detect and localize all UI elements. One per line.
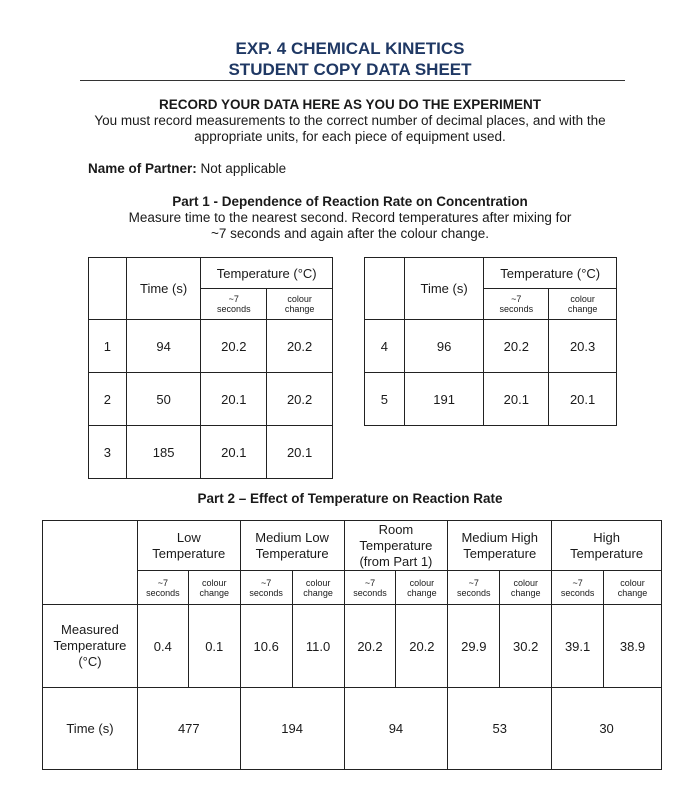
trial-header-blank [365, 258, 405, 320]
medium-high-temp-colour-value: 30.2 [500, 605, 552, 688]
part2-heading: Part 2 – Effect of Temperature on Reaction Rate [197, 491, 503, 506]
group-header-medium-high: Medium High Temperature [448, 521, 552, 571]
group-header-room: Room Temperature (from Part 1) [344, 521, 448, 571]
sub-header-colour-change: colour change [604, 571, 662, 605]
high-temp-7s-value: 39.1 [552, 605, 604, 688]
sub-header-colour-change: colour change [188, 571, 240, 605]
temp-colour-value: 20.1 [267, 426, 333, 479]
high-temp-colour-value: 38.9 [604, 605, 662, 688]
part1-table-right [364, 257, 617, 426]
title-line-2: STUDENT COPY DATA SHEET [228, 60, 472, 79]
sub-header-colour-change: colour change [549, 289, 617, 320]
trial-number: 2 [89, 373, 127, 426]
time-row-label: Time (s) [43, 688, 138, 770]
table-row [89, 426, 333, 479]
table-row [365, 320, 617, 373]
part1-note-line-2: ~7 seconds and again after the colour change. [210, 226, 490, 241]
sub-header-7-seconds: ~7 seconds [552, 571, 604, 605]
part1-heading: Part 1 - Dependence of Reaction Rate on Concentration [172, 194, 528, 209]
measured-temperature-row [43, 605, 662, 688]
part1-note-line-1: Measure time to the nearest second. Record temperatures after mixing for [128, 210, 572, 225]
medium-high-time-value: 53 [448, 688, 552, 770]
high-time-value: 30 [552, 688, 662, 770]
time-row [43, 688, 662, 770]
time-header: Time (s) [126, 258, 201, 320]
temp-colour-value: 20.1 [549, 373, 617, 426]
time-value: 96 [404, 320, 484, 373]
trial-header-blank [89, 258, 127, 320]
title-rule [80, 80, 625, 81]
room-temp-7s-value: 20.2 [344, 605, 396, 688]
room-temp-colour-value: 20.2 [396, 605, 448, 688]
partner-line [88, 161, 286, 176]
trial-number: 5 [365, 373, 405, 426]
temperature-header: Temperature (°C) [484, 258, 617, 289]
measured-temperature-label: Measured Temperature (°C) [43, 605, 138, 688]
time-value: 94 [126, 320, 201, 373]
temp-colour-value: 20.2 [267, 373, 333, 426]
medium-low-temp-7s-value: 10.6 [240, 605, 292, 688]
part2-corner-blank [43, 521, 138, 605]
medium-low-time-value: 194 [240, 688, 344, 770]
trial-number: 3 [89, 426, 127, 479]
group-header-medium-low: Medium Low Temperature [240, 521, 344, 571]
table-row [89, 320, 333, 373]
medium-high-temp-7s-value: 29.9 [448, 605, 500, 688]
sub-header-7-seconds: ~7 seconds [448, 571, 500, 605]
sub-header-7-seconds: ~7 seconds [344, 571, 396, 605]
sub-header-colour-change: colour change [292, 571, 344, 605]
part1-table-left [88, 257, 333, 479]
sub-header-colour-change: colour change [267, 289, 333, 320]
temp-7s-value: 20.1 [484, 373, 549, 426]
sub-header-7-seconds: ~7 seconds [484, 289, 549, 320]
sub-header-colour-change: colour change [396, 571, 448, 605]
sub-header-7-seconds: ~7 seconds [201, 289, 267, 320]
low-temp-colour-value: 0.1 [188, 605, 240, 688]
temp-7s-value: 20.1 [201, 373, 267, 426]
sub-header-colour-change: colour change [500, 571, 552, 605]
time-value: 50 [126, 373, 201, 426]
table-row [89, 373, 333, 426]
temp-7s-value: 20.2 [484, 320, 549, 373]
part2-table [42, 520, 662, 770]
time-header: Time (s) [404, 258, 484, 320]
sub-header-7-seconds: ~7 seconds [240, 571, 292, 605]
sub-header-7-seconds: ~7 seconds [137, 571, 188, 605]
time-value: 185 [126, 426, 201, 479]
instructions-line-1: You must record measurements to the correct number of decimal places, and with the [94, 113, 606, 128]
medium-low-temp-colour-value: 11.0 [292, 605, 344, 688]
temp-7s-value: 20.1 [201, 426, 267, 479]
time-value: 191 [404, 373, 484, 426]
low-time-value: 477 [137, 688, 240, 770]
partner-value: Not applicable [200, 161, 287, 176]
temp-colour-value: 20.2 [267, 320, 333, 373]
low-temp-7s-value: 0.4 [137, 605, 188, 688]
instructions-heading: RECORD YOUR DATA HERE AS YOU DO THE EXPERIMENT [158, 97, 542, 112]
group-header-low: Low Temperature [137, 521, 240, 571]
instructions-line-2: appropriate units, for each piece of equipment used. [194, 129, 506, 144]
room-time-value: 94 [344, 688, 448, 770]
title-line-1: EXP. 4 CHEMICAL KINETICS [235, 39, 465, 58]
temp-colour-value: 20.3 [549, 320, 617, 373]
temp-7s-value: 20.2 [201, 320, 267, 373]
trial-number: 1 [89, 320, 127, 373]
partner-label: Name of Partner: [88, 161, 197, 176]
temperature-header: Temperature (°C) [201, 258, 333, 289]
trial-number: 4 [365, 320, 405, 373]
group-header-high: High Temperature [552, 521, 662, 571]
table-row [365, 373, 617, 426]
